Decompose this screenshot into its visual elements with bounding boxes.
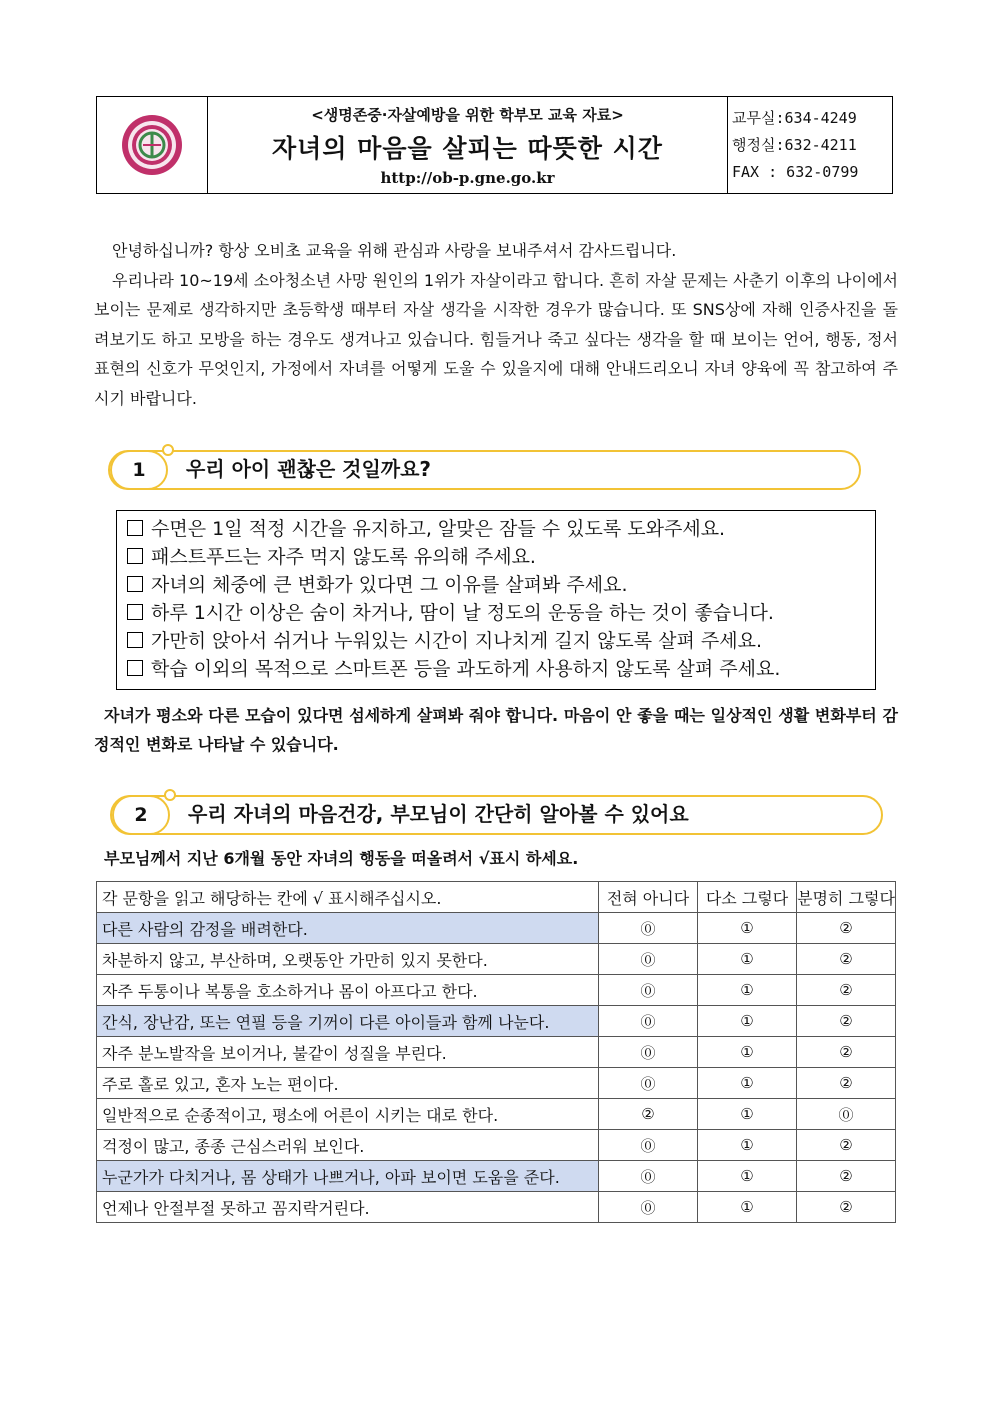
answer-cell[interactable]: ⓪: [599, 1130, 698, 1161]
answer-cell[interactable]: ②: [797, 975, 896, 1006]
answer-cell[interactable]: ②: [797, 1192, 896, 1223]
section-title: 우리 아이 괜찮은 것일까요?: [186, 457, 432, 481]
answer-cell[interactable]: ⓪: [797, 1099, 896, 1130]
checklist-item-label: 패스트푸드는 자주 먹지 않도록 유의해 주세요.: [151, 546, 536, 568]
checkbox-icon[interactable]: [127, 520, 143, 536]
table-row: [97, 1037, 896, 1068]
column-header-question: 각 문항을 읽고 해당하는 칸에 √ 표시해주십시오.: [97, 882, 599, 913]
section-number: 2: [112, 795, 170, 835]
checkbox-icon[interactable]: [127, 660, 143, 676]
question-cell: 자주 두통이나 복통을 호소하거나 몸이 아프다고 한다.: [97, 975, 599, 1006]
question-cell: 주로 홀로 있고, 혼자 노는 편이다.: [97, 1068, 599, 1099]
table-header-row: [97, 882, 896, 913]
answer-cell[interactable]: ①: [698, 944, 797, 975]
contact-line: FAX : 632-0799: [732, 162, 859, 181]
answer-cell[interactable]: ⓪: [599, 1161, 698, 1192]
question-cell: 누군가가 다치거나, 몸 상태가 나쁘거나, 아파 보이면 도움을 준다.: [97, 1161, 599, 1192]
section-title: 우리 자녀의 마음건강, 부모님이 간단히 알아볼 수 있어요: [188, 802, 689, 826]
answer-cell[interactable]: ⓪: [599, 1192, 698, 1223]
answer-cell[interactable]: ②: [599, 1099, 698, 1130]
header-subtitle: <생명존중·자살예방을 위한 학부모 교육 자료>: [311, 105, 624, 124]
answer-cell[interactable]: ①: [698, 975, 797, 1006]
checklist-item[interactable]: [127, 655, 875, 683]
answer-cell[interactable]: ②: [797, 1037, 896, 1068]
section-number: 1: [110, 450, 168, 490]
column-header-option: 전혀 아니다: [599, 882, 698, 913]
answer-cell[interactable]: ⓪: [599, 944, 698, 975]
checklist-item[interactable]: [127, 543, 875, 571]
table-row: [97, 1099, 896, 1130]
section-2-heading: [110, 795, 883, 835]
answer-cell[interactable]: ①: [698, 913, 797, 944]
question-cell: 차분하지 않고, 부산하며, 오랫동안 가만히 있지 못한다.: [97, 944, 599, 975]
intro-text: [94, 236, 898, 413]
survey-instruction: 부모님께서 지난 6개월 동안 자녀의 행동을 떠올려서 √표시 하세요.: [104, 849, 579, 868]
checkbox-icon[interactable]: [127, 548, 143, 564]
answer-cell[interactable]: ②: [797, 1161, 896, 1192]
checklist-item[interactable]: [127, 599, 875, 627]
checklist-item-label: 수면은 1일 적정 시간을 유지하고, 알맞은 잠들 수 있도록 도와주세요.: [151, 518, 726, 540]
checklist-item[interactable]: [127, 515, 875, 543]
school-url-link[interactable]: http://ob-p.gne.go.kr: [380, 168, 555, 187]
checklist-item[interactable]: [127, 627, 875, 655]
column-header-option: 다소 그렇다: [698, 882, 797, 913]
health-checklist: [116, 510, 876, 690]
answer-cell[interactable]: ⓪: [599, 913, 698, 944]
checklist-item-label: 하루 1시간 이상은 숨이 차거나, 땀이 날 정도의 운동을 하는 것이 좋습니다.: [151, 602, 774, 624]
school-emblem-icon: [117, 110, 187, 180]
header-title-block: [208, 97, 728, 193]
answer-cell[interactable]: ⓪: [599, 1006, 698, 1037]
table-row: [97, 1006, 896, 1037]
answer-cell[interactable]: ①: [698, 1068, 797, 1099]
contact-line: 행정실:632-4211: [732, 135, 857, 154]
document-header: [96, 96, 893, 194]
column-header-option: 분명히 그렇다: [797, 882, 896, 913]
table-row: [97, 944, 896, 975]
table-row: [97, 975, 896, 1006]
table-row: [97, 913, 896, 944]
question-cell: 자주 분노발작을 보이거나, 불같이 성질을 부린다.: [97, 1037, 599, 1068]
question-cell: 걱정이 많고, 종종 근심스러워 보인다.: [97, 1130, 599, 1161]
answer-cell[interactable]: ①: [698, 1130, 797, 1161]
contact-line: 교무실:634-4249: [732, 108, 857, 127]
answer-cell[interactable]: ②: [797, 913, 896, 944]
answer-cell[interactable]: ②: [797, 1130, 896, 1161]
table-row: [97, 1068, 896, 1099]
answer-cell[interactable]: ②: [797, 1068, 896, 1099]
answer-cell[interactable]: ⓪: [599, 1068, 698, 1099]
checklist-item-label: 가만히 앉아서 쉬거나 누워있는 시간이 지나치게 길지 않도록 살펴 주세요.: [151, 630, 763, 652]
decorative-dot-icon: [162, 444, 174, 456]
survey-table: [96, 881, 896, 1223]
answer-cell[interactable]: ②: [797, 1006, 896, 1037]
checklist-item-label: 학습 이외의 목적으로 스마트폰 등을 과도하게 사용하지 않도록 살펴 주세요.: [151, 658, 781, 680]
checklist-item-label: 자녀의 체중에 큰 변화가 있다면 그 이유를 살펴봐 주세요.: [151, 574, 628, 596]
checkbox-icon[interactable]: [127, 576, 143, 592]
intro-paragraph: 안녕하십니까? 항상 오비초 교육을 위해 관심과 사랑을 보내주셔서 감사드립니다.: [112, 241, 677, 260]
section-1-heading: [108, 450, 861, 490]
answer-cell[interactable]: ⓪: [599, 1037, 698, 1068]
answer-cell[interactable]: ①: [698, 1037, 797, 1068]
table-row: [97, 1192, 896, 1223]
note-paragraph: 자녀가 평소와 다른 모습이 있다면 섬세하게 살펴봐 줘야 합니다. 마음이 안 좋을 때는 일상적인 생활 변화부터 감정적인 변화로 나타날 수 있습니다.: [94, 706, 898, 754]
checkbox-icon[interactable]: [127, 604, 143, 620]
answer-cell[interactable]: ②: [797, 944, 896, 975]
table-row: [97, 1130, 896, 1161]
table-row: [97, 1161, 896, 1192]
answer-cell[interactable]: ⓪: [599, 975, 698, 1006]
question-cell: 일반적으로 순종적이고, 평소에 어른이 시키는 대로 한다.: [97, 1099, 599, 1130]
answer-cell[interactable]: ①: [698, 1006, 797, 1037]
section-1-note: [94, 701, 898, 759]
checkbox-icon[interactable]: [127, 632, 143, 648]
checklist-item[interactable]: [127, 571, 875, 599]
decorative-dot-icon: [164, 789, 176, 801]
answer-cell[interactable]: ①: [698, 1099, 797, 1130]
school-logo: [97, 97, 208, 193]
page-title: 자녀의 마음을 살피는 따뜻한 시간: [272, 133, 663, 163]
answer-cell[interactable]: ①: [698, 1161, 797, 1192]
contact-info: [728, 97, 892, 193]
answer-cell[interactable]: ①: [698, 1192, 797, 1223]
question-cell: 간식, 장난감, 또는 연필 등을 기꺼이 다른 아이들과 함께 나눈다.: [97, 1006, 599, 1037]
intro-paragraph: 우리나라 10~19세 소아청소년 사망 원인의 1위가 자살이라고 합니다. 흔히 자살 문제는 사춘기 이후의 나이에서 보이는 문제로 생각하지만 초등학생 때부터 자살 생각을 시작한 경우가 많습니다. 또 SNS상에 자해 인증사진을 돌려보기도 하고 모방을 하는 경우도 생겨나고 있습니다. 힘들거나 죽고 싶다는 생각을 할 때 보이는 언어, 행동, 정서 표현의 신호가 무엇인지, 가정에서 자녀를 어떻게 도울 수 있을지에 대해 안내드리오니 자녀 양육에 꼭 참고하여 주시기 바랍니다.: [94, 270, 898, 408]
question-cell: 언제나 안절부절 못하고 꼼지락거린다.: [97, 1192, 599, 1223]
question-cell: 다른 사람의 감정을 배려한다.: [97, 913, 599, 944]
